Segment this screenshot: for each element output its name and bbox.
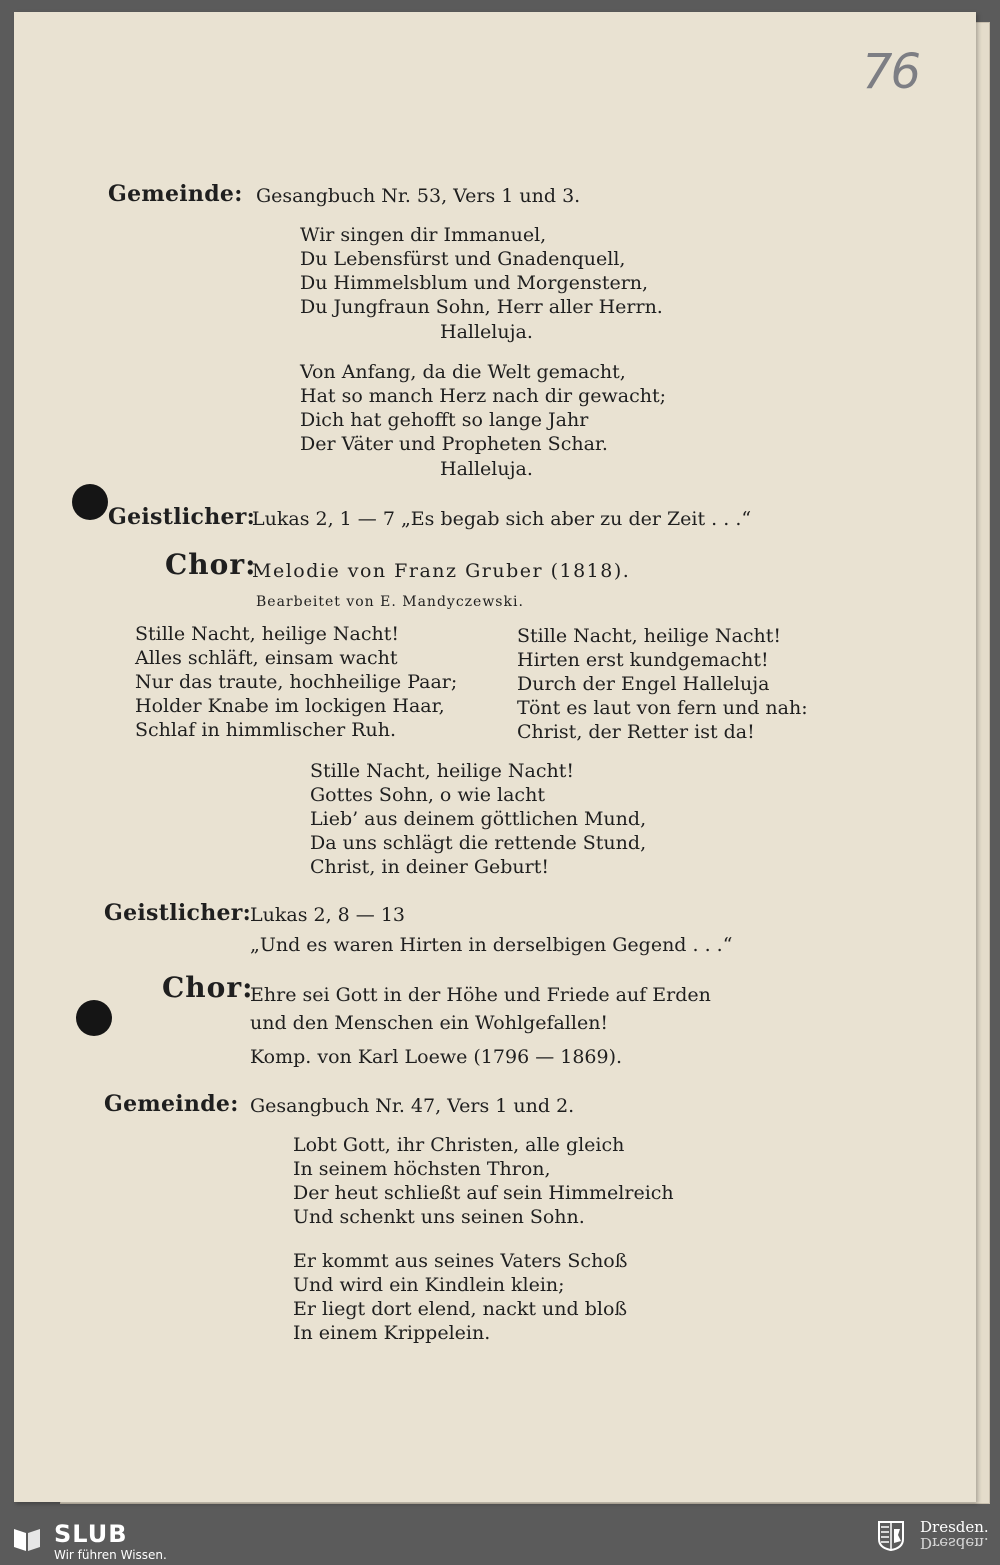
verse-stanza-center [310, 759, 646, 879]
speaker-label: Geistlicher: [104, 900, 252, 926]
verse-line: Hirten erst kundgemacht! [517, 649, 769, 671]
verse-line: In einem Krippelein. [293, 1322, 491, 1344]
punch-hole [76, 1000, 112, 1036]
verse-stanza [300, 360, 666, 456]
verse-line: Dich hat gehofft so lange Jahr [300, 409, 589, 431]
speaker-label: Chor: [162, 971, 254, 1004]
dresden-partner-logo [920, 1520, 989, 1550]
speaker-label: Gemeinde: [104, 1091, 239, 1117]
verse-line: Und schenkt uns seinen Sohn. [293, 1206, 585, 1228]
verse-stanza-right [517, 624, 808, 744]
verse-line: Der Väter und Propheten Schar. [300, 433, 608, 455]
verse-line: Du Lebensfürst und Gnadenquell, [300, 248, 626, 270]
melody-credit: Melodie von Franz Gruber (1818). [252, 560, 631, 582]
verse-line: Alles schläft, einsam wacht [135, 647, 398, 669]
page-number: 76 [862, 44, 920, 100]
arrangement-credit: Bearbeitet von E. Mandyczewski. [256, 594, 524, 610]
hymn-reference: Gesangbuch Nr. 47, Vers 1 und 2. [250, 1095, 575, 1117]
composer-credit: Komp. von Karl Loewe (1796 — 1869). [250, 1046, 623, 1068]
slub-brand: SLUB [54, 1520, 128, 1548]
speaker-label: Geistlicher: [108, 504, 256, 530]
scripture-reference: Lukas 2, 8 — 13 [250, 904, 405, 926]
speaker-label: Chor: [165, 548, 257, 581]
choir-text-line: und den Menschen ein Wohlgefallen! [250, 1012, 609, 1034]
verse-line: Stille Nacht, heilige Nacht! [310, 760, 574, 782]
verse-line: Christ, in deiner Geburt! [310, 856, 550, 878]
verse-line: Er kommt aus seines Vaters Schoß [293, 1250, 628, 1272]
verse-stanza-left [135, 622, 457, 742]
verse-line: Stille Nacht, heilige Nacht! [517, 625, 781, 647]
verse-line: Schlaf in himmlischer Ruh. [135, 719, 397, 741]
dresden-wordmark-reflection: Dresden. [920, 1534, 989, 1552]
verse-line: Du Jungfraun Sohn, Herr aller Herrn. [300, 296, 663, 318]
verse-line: Nur das traute, hochheilige Paar; [135, 671, 458, 693]
verse-line: Lobt Gott, ihr Christen, alle gleich [293, 1134, 625, 1156]
verse-line: Stille Nacht, heilige Nacht! [135, 623, 399, 645]
dresden-crest-icon [878, 1521, 904, 1551]
verse-line: Christ, der Retter ist da! [517, 721, 755, 743]
verse-line: Von Anfang, da die Welt gemacht, [300, 361, 626, 383]
verse-line: Hat so manch Herz nach dir gewacht; [300, 385, 667, 407]
verse-line: Gottes Sohn, o wie lacht [310, 784, 545, 806]
scripture-quote: „Und es waren Hirten in derselbigen Gegend . . .“ [250, 934, 733, 956]
speaker-label: Gemeinde: [108, 181, 243, 207]
verse-line: In seinem höchsten Thron, [293, 1158, 551, 1180]
slub-logo-icon [12, 1525, 42, 1553]
verse-stanza [300, 223, 663, 319]
verse-line: Er liegt dort elend, nackt und bloß [293, 1298, 628, 1320]
scripture-reference: Lukas 2, 1 — 7 „Es begab sich aber zu der Zeit . . .“ [252, 508, 752, 530]
verse-line: Holder Knabe im lockigen Haar, [135, 695, 445, 717]
verse-line: Und wird ein Kindlein klein; [293, 1274, 565, 1296]
punch-hole [72, 484, 108, 520]
dresden-wordmark: Dresden. [920, 1518, 989, 1536]
verse-line: Durch der Engel Halleluja [517, 673, 770, 695]
verse-line: Du Himmelsblum und Morgenstern, [300, 272, 649, 294]
verse-line: Da uns schlägt die rettende Stund, [310, 832, 647, 854]
choir-text-line: Ehre sei Gott in der Höhe und Friede auf Erden [250, 984, 711, 1006]
halleluja-line: Halleluja. [440, 458, 533, 480]
slub-slogan: Wir führen Wissen. [54, 1548, 167, 1562]
halleluja-line: Halleluja. [440, 321, 533, 343]
hymn-reference: Gesangbuch Nr. 53, Vers 1 und 3. [256, 185, 581, 207]
verse-line: Tönt es laut von fern und nah: [517, 697, 808, 719]
verse-line: Der heut schließt auf sein Himmelreich [293, 1182, 674, 1204]
footer-bar [0, 1515, 1000, 1565]
verse-line: Wir singen dir Immanuel, [300, 224, 547, 246]
verse-stanza [293, 1249, 627, 1345]
verse-stanza [293, 1133, 674, 1229]
verse-line: Lieb’ aus deinem göttlichen Mund, [310, 808, 647, 830]
